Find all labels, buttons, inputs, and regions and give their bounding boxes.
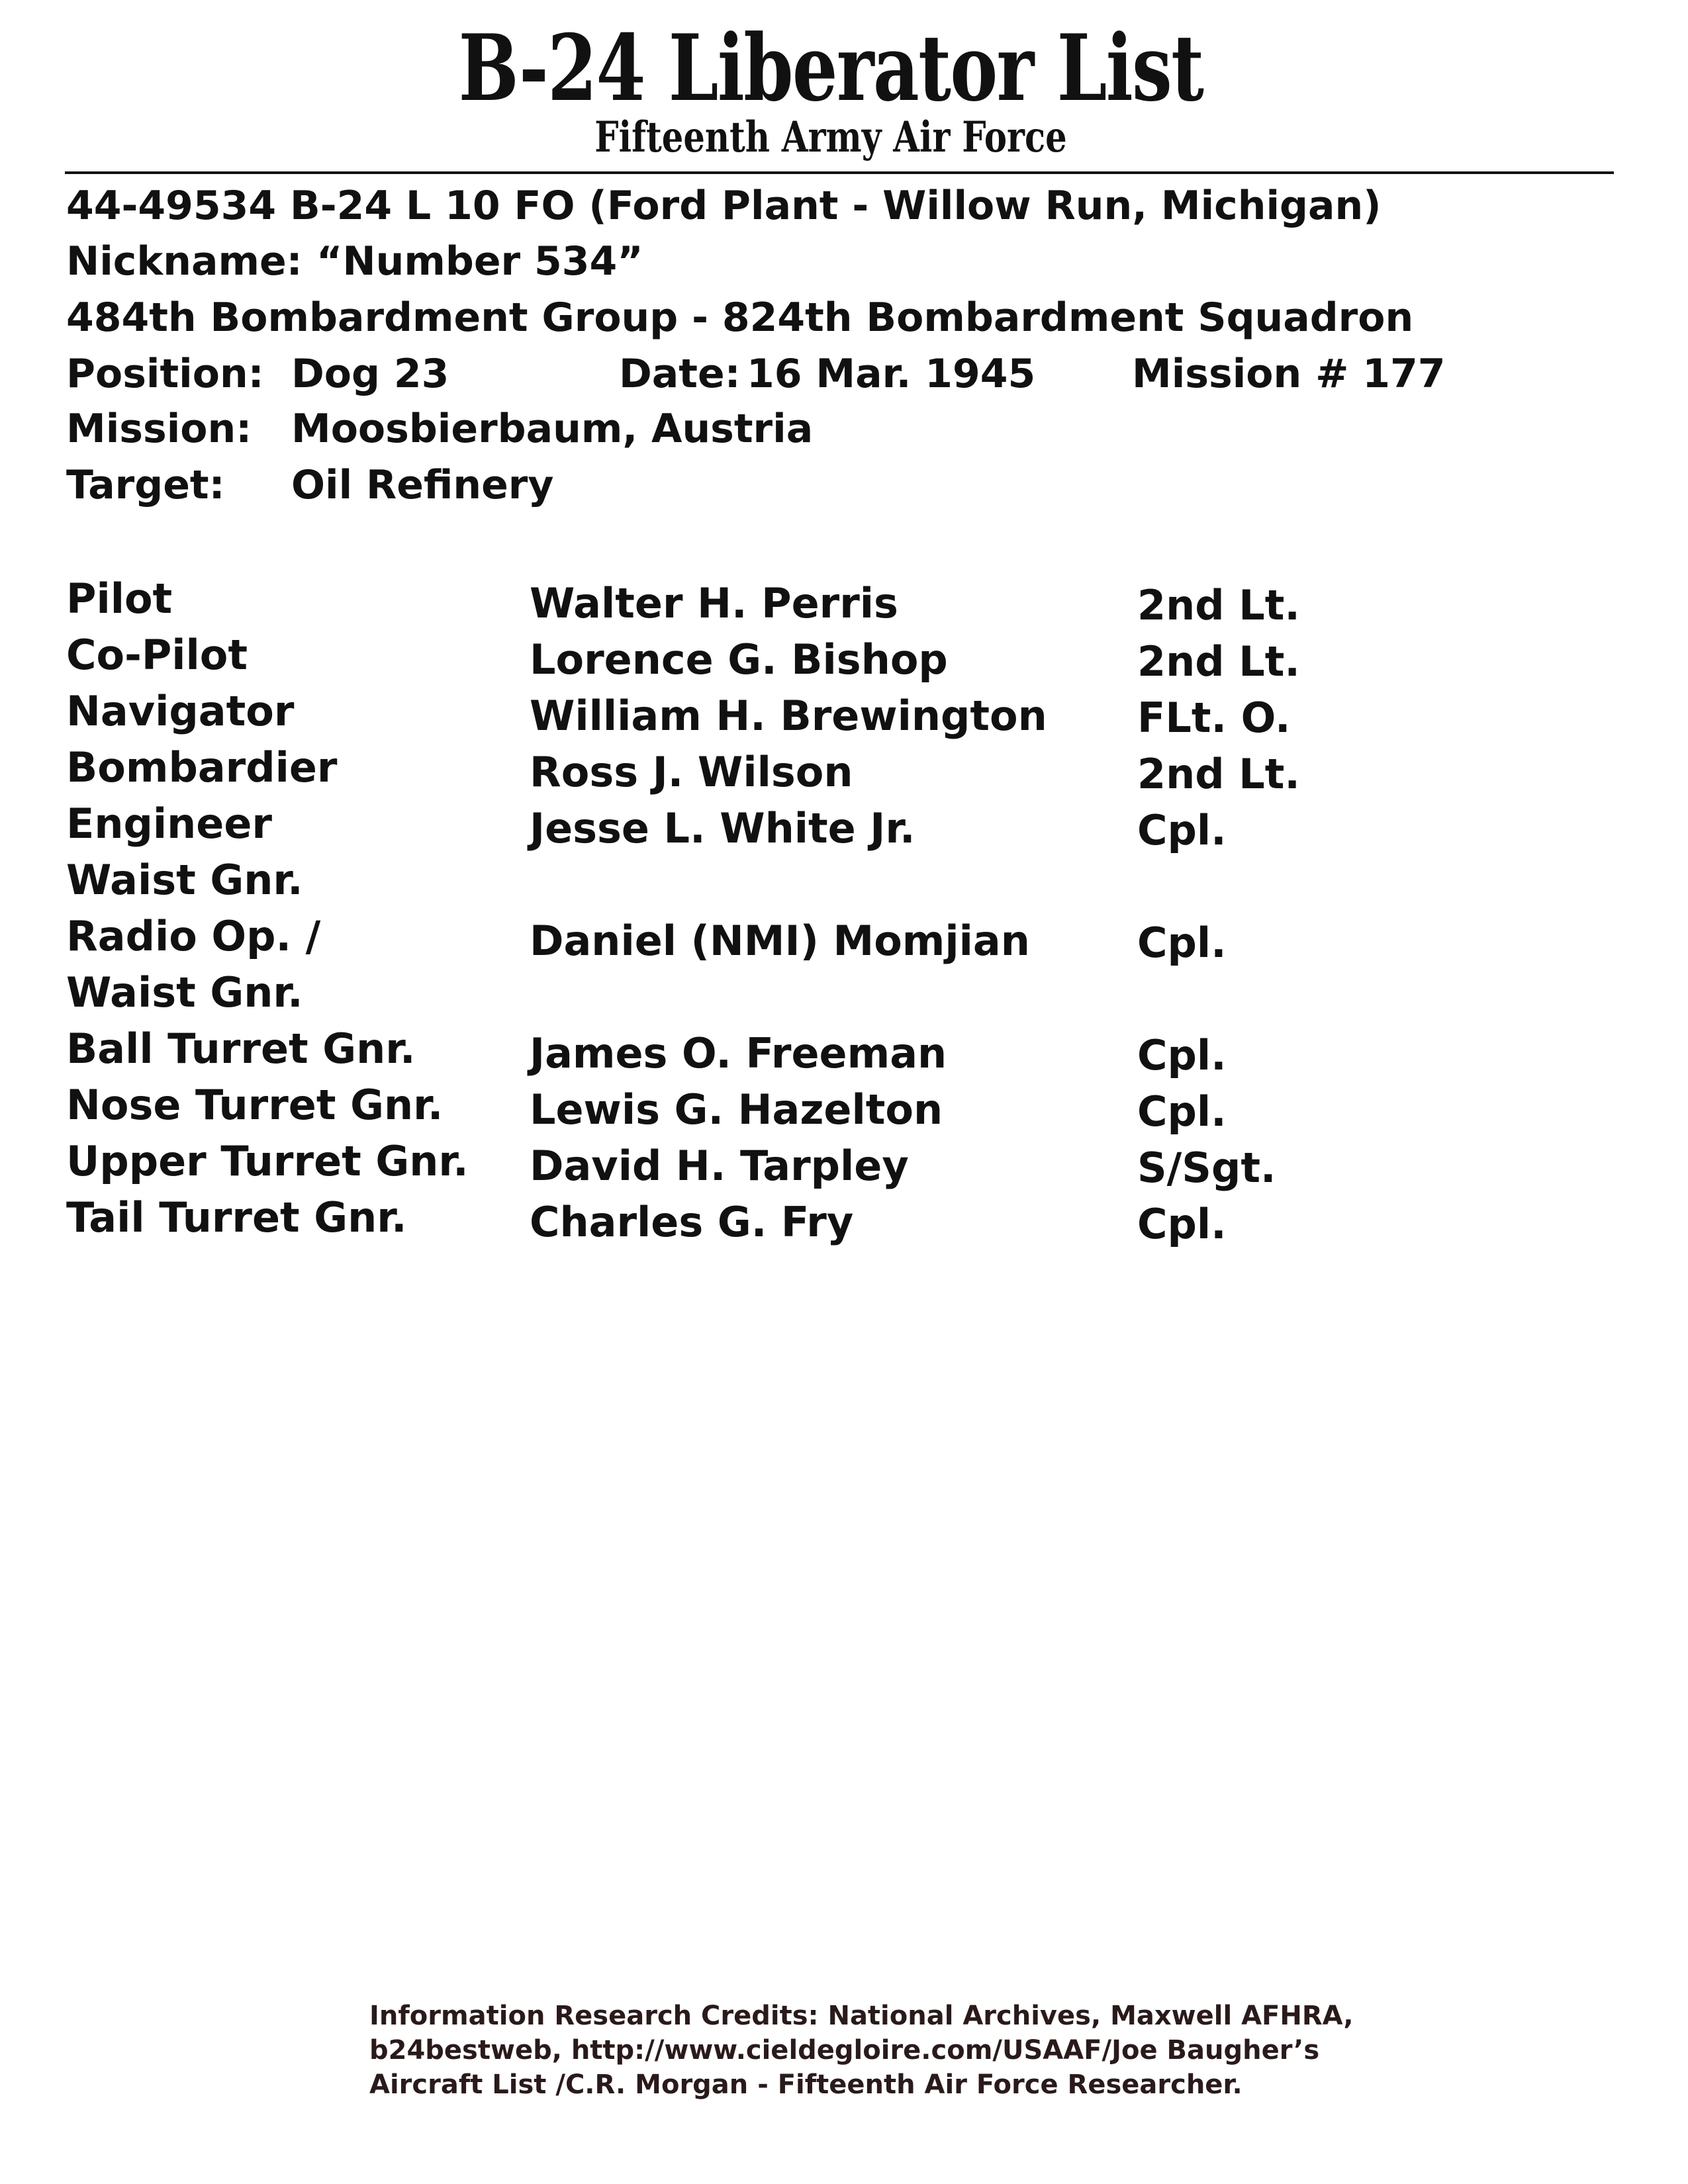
nickname-value: “Number 534” — [316, 238, 643, 285]
position-value: Dog 23 — [291, 351, 449, 397]
crew-role-waist-gunner: Waist Gnr. — [66, 856, 303, 904]
crew-name-pilot: Walter H. Perris — [530, 579, 898, 627]
target-value: Oil Refinery — [291, 462, 554, 508]
research-credits — [369, 1999, 1362, 2102]
crew-role-nose-turret: Nose Turret Gnr. — [66, 1081, 444, 1129]
crew-rank-radio-operator: Cpl. — [1137, 919, 1227, 967]
crew-rank-engineer: Cpl. — [1137, 806, 1227, 854]
crew-role-pilot: Pilot — [66, 574, 173, 623]
credits-line-3: Aircraft List /C.R. Morgan - Fifteenth Air Force Researcher. — [369, 2070, 1243, 2100]
header-divider — [65, 171, 1614, 174]
crew-rank-nose-turret: Cpl. — [1137, 1087, 1227, 1136]
crew-rank-tail-turret: Cpl. — [1137, 1200, 1227, 1248]
date-label: Date: — [619, 351, 741, 397]
group-line: 484th Bombardment Group - 824th Bombardment Squadron — [66, 295, 1414, 341]
crew-rank-ball-turret: Cpl. — [1137, 1031, 1227, 1079]
crew-name-bombardier: Ross J. Wilson — [530, 748, 853, 796]
crew-role-navigator: Navigator — [66, 687, 295, 735]
crew-name-copilot: Lorence G. Bishop — [530, 635, 948, 684]
crew-rank-upper-turret: S/Sgt. — [1137, 1144, 1276, 1192]
mission-value: Moosbierbaum, Austria — [291, 406, 814, 452]
crew-role-radio-operator: Radio Op. / — [66, 912, 321, 960]
crew-name-tail-turret: Charles G. Fry — [530, 1198, 854, 1246]
nickname-label: Nickname: — [66, 238, 303, 285]
crew-rank-copilot: 2nd Lt. — [1137, 637, 1300, 686]
crew-role-waist-gunner-2: Waist Gnr. — [66, 968, 303, 1017]
crew-role-ball-turret: Ball Turret Gnr. — [66, 1024, 416, 1073]
crew-name-radio-operator: Daniel (NMI) Momjian — [530, 917, 1030, 965]
crew-name-navigator: William H. Brewington — [530, 692, 1047, 740]
mission-label: Mission: — [66, 406, 252, 452]
crew-role-engineer: Engineer — [66, 799, 272, 848]
mission-number: Mission # 177 — [1132, 351, 1446, 397]
page-title: B-24 Liberator List — [458, 14, 1203, 122]
crew-name-ball-turret: James O. Freeman — [530, 1029, 947, 1077]
crew-rank-pilot: 2nd Lt. — [1137, 581, 1300, 629]
crew-role-copilot: Co-Pilot — [66, 631, 248, 679]
crew-role-upper-turret: Upper Turret Gnr. — [66, 1137, 469, 1185]
crew-role-bombardier: Bombardier — [66, 743, 338, 792]
credits-line-1: Information Research Credits: National Archives, Maxwell AFHRA, — [369, 2001, 1354, 2031]
serial-line: 44-49534 B-24 L 10 FO (Ford Plant - Willow Run, Michigan) — [66, 183, 1382, 229]
page-subtitle: Fifteenth Army Air Force — [594, 113, 1067, 162]
crew-name-engineer: Jesse L. White Jr. — [530, 804, 915, 852]
date-value: 16 Mar. 1945 — [747, 351, 1036, 397]
position-label: Position: — [66, 351, 264, 397]
crew-name-nose-turret: Lewis G. Hazelton — [530, 1085, 943, 1134]
crew-rank-navigator: FLt. O. — [1137, 694, 1291, 742]
target-label: Target: — [66, 462, 225, 508]
crew-name-upper-turret: David H. Tarpley — [530, 1142, 909, 1190]
crew-role-tail-turret: Tail Turret Gnr. — [66, 1193, 407, 1242]
credits-line-2: b24bestweb, http://www.cieldegloire.com/USAAF/Joe Baugher’s — [369, 2035, 1320, 2066]
crew-rank-bombardier: 2nd Lt. — [1137, 750, 1300, 798]
